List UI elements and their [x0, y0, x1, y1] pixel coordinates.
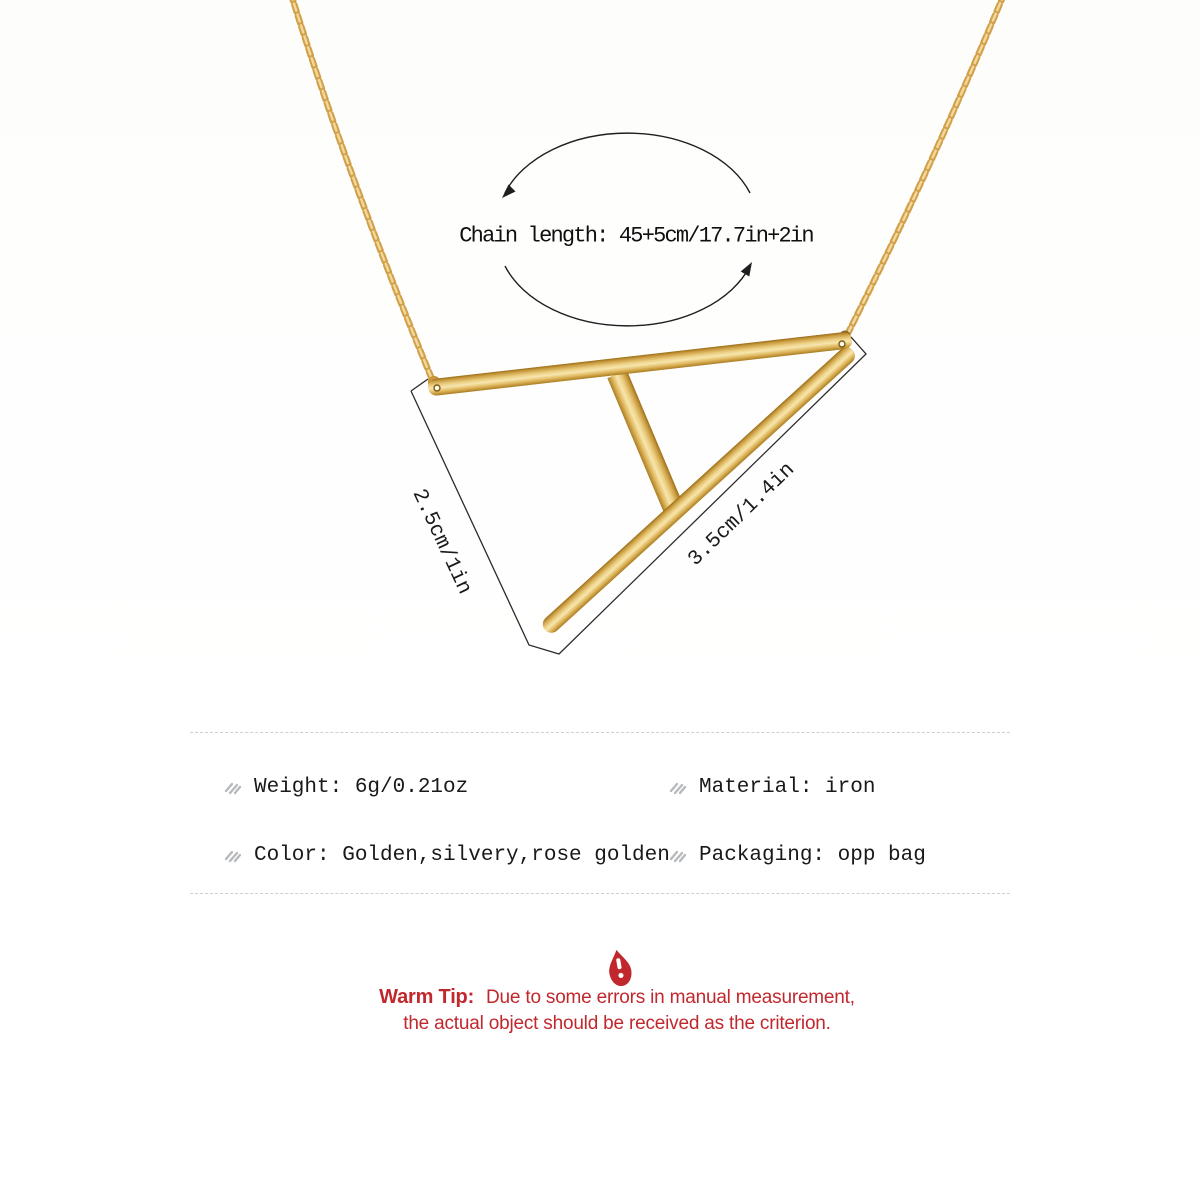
hatch-bullet-icon	[222, 780, 244, 796]
divider-bottom	[190, 893, 1010, 894]
warm-tip-title: Warm Tip:	[379, 986, 475, 1008]
hatch-bullet-icon	[667, 780, 689, 796]
dimension-label-left: 2.5cm/1in	[406, 485, 476, 599]
chain-length-label: Chain length: 45+5cm/17.7in+2in	[459, 223, 813, 249]
spec-weight	[222, 774, 468, 802]
dimension-label-right: 3.5cm/1.4in	[684, 458, 800, 572]
spec-text: Color: Golden,silvery,rose golden	[254, 844, 670, 867]
warm-tip-line1	[17, 984, 1200, 1011]
warm-tip-line2: the actual object should be received as the criterion.	[403, 1013, 831, 1034]
spec-packaging	[667, 842, 926, 870]
pendant-hole-left	[434, 385, 440, 391]
hatch-bullet-icon	[222, 848, 244, 864]
pendant-top-bar	[427, 331, 853, 396]
hatch-bullet-icon	[667, 848, 689, 864]
pendant-hole-right	[839, 341, 845, 347]
spec-text: Material: iron	[699, 776, 876, 799]
pendant-letter-A	[427, 331, 858, 636]
warm-tip-text-1: Due to some errors in manual measurement,	[486, 987, 855, 1008]
pendant-crossbar	[607, 370, 684, 515]
pendant-diagonal-leg	[539, 344, 858, 637]
warm-tip	[17, 984, 1200, 1037]
chain-right	[846, 0, 1004, 337]
spec-text: Packaging: opp bag	[699, 844, 926, 867]
spec-color	[222, 842, 670, 870]
spec-text: Weight: 6g/0.21oz	[254, 776, 469, 799]
chain-left	[291, 0, 434, 384]
divider-top	[190, 732, 1010, 733]
spec-material	[667, 774, 875, 802]
